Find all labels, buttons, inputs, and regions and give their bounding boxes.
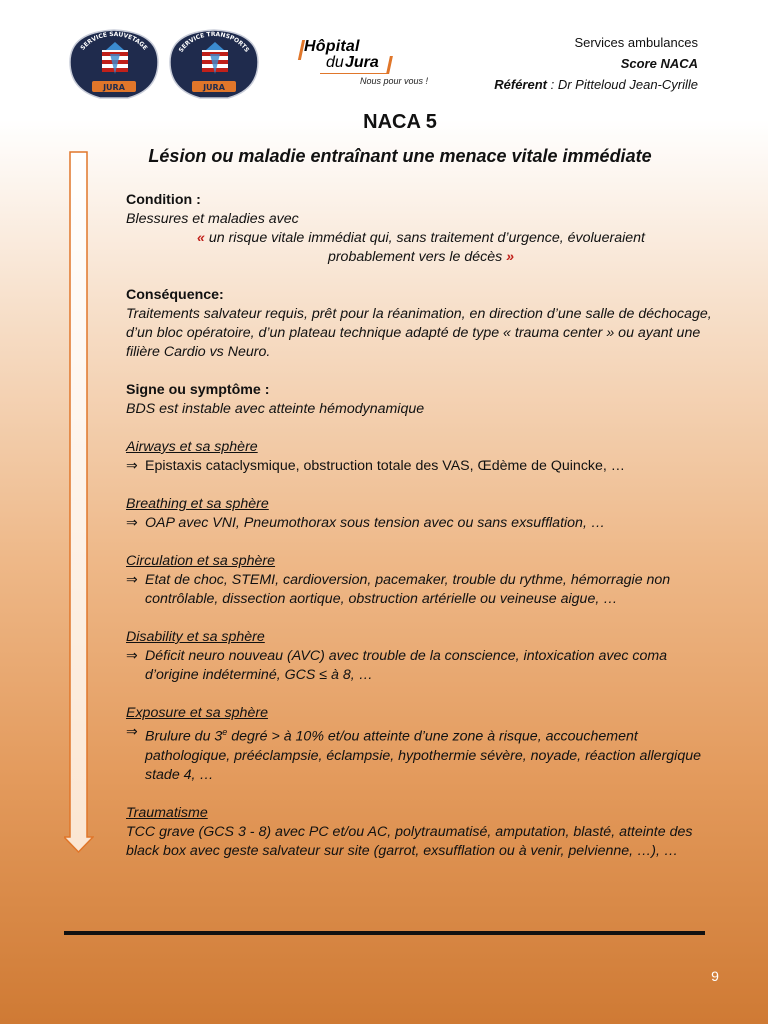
breathing-heading: Breathing et sa sphère: [126, 496, 269, 512]
implies-icon: ⇒: [126, 572, 138, 588]
exposure-section: [126, 704, 716, 785]
condition-section: [126, 191, 716, 267]
signe-heading: Signe ou symptôme :: [126, 382, 270, 398]
trauma-section: [126, 804, 716, 861]
disability-text: Déficit neuro nouveau (AVC) avec trouble de la conscience, intoxication avec coma d’origine indéterminé, GCS ≤ à 8, …: [145, 648, 668, 683]
logo-accent-bar: [386, 56, 393, 74]
implies-icon: ⇒: [126, 724, 138, 740]
header-referent-line: [494, 74, 698, 95]
header-service-line: Services ambulances: [574, 35, 698, 50]
implies-icon: ⇒: [126, 648, 138, 664]
exposure-heading: Exposure et sa sphère: [126, 705, 268, 721]
footer-divider: [64, 931, 705, 935]
referent-label: Référent: [494, 77, 547, 92]
trauma-text: TCC grave (GCS 3 - 8) avec PC et/ou AC, polytraumatisé, amputation, blasté, atteinte des black box avec geste salvateur sur site (garrot, exsufflation ou à venir, pelvienne, …), …: [126, 823, 693, 859]
implies-icon: ⇒: [126, 515, 138, 531]
disability-heading: Disability et sa sphère: [126, 629, 265, 645]
disability-section: [126, 628, 716, 685]
quote-open-mark: «: [197, 230, 205, 246]
exposure-text: [145, 723, 716, 785]
badge-bottom-text: JURA: [103, 83, 125, 92]
trauma-heading: Traumatisme: [126, 804, 208, 821]
logo-tagline: Nous pour vous !: [360, 76, 429, 86]
breathing-item: [126, 514, 716, 533]
badge-bottom-text: JURA: [203, 83, 225, 92]
quote-text: un risque vitale immédiat qui, sans traitement d’urgence, évolueraient: [204, 230, 645, 246]
signe-text: BDS est instable avec atteinte hémodynamique: [126, 401, 425, 417]
circulation-text: Etat de choc, STEMI, cardioversion, pacemaker, trouble du rythme, hémorragie non contrôlable, dissection aortique, obstruction artérielle ou veineuse aigue, …: [145, 572, 671, 607]
circulation-section: [126, 552, 716, 609]
service-sauvetage-badge: [66, 26, 162, 100]
hopital-du-jura-logo: [300, 38, 430, 90]
condition-quote: [126, 229, 716, 248]
condition-heading: Condition :: [126, 192, 201, 208]
exposure-text-a: Brulure du 3: [145, 728, 223, 745]
consequence-heading: Conséquence:: [126, 287, 224, 303]
condition-quote-cont: [126, 248, 716, 267]
airways-item: [126, 457, 716, 476]
badge-top-text: SERVICE TRANSPORTS: [177, 30, 251, 54]
page-title: NACA 5: [363, 111, 437, 133]
exposure-item: [126, 723, 716, 785]
logo-text-hopital: Hôpital: [304, 38, 360, 55]
logo-underline: [320, 73, 388, 74]
airways-text: Epistaxis cataclysmique, obstruction totale des VAS, Œdème de Quincke, …: [145, 458, 625, 474]
service-transports-badge: [166, 26, 262, 100]
exposure-text-b: degré > à 10% et/ou atteinte d’une zone à risque, accouchement pathologique, prééclampsie, éclampsie, hypothermie sévère, noyade, réaction allergique stade 4, …: [145, 728, 702, 783]
circulation-item: [126, 571, 716, 609]
header-info: [494, 32, 698, 95]
referent-value: : Dr Pitteloud Jean-Cyrille: [547, 77, 698, 92]
breathing-section: [126, 495, 716, 533]
down-arrow-icon: [64, 151, 94, 853]
page-header: [0, 0, 768, 110]
logo-text-jura: Jura: [345, 54, 379, 71]
badge-top-text: SERVICE SAUVETAGE: [79, 30, 149, 52]
condition-line: Blessures et maladies avec: [126, 211, 299, 227]
disability-item: [126, 647, 716, 685]
header-score-line: Score NACA: [620, 56, 698, 71]
consequence-section: [126, 286, 716, 362]
consequence-text: Traitements salvateur requis, prêt pour la réanimation, en direction d’une salle de déchocage, d’un bloc opératoire, d’un plateau technique adapté de type « trauma center » ou ayant une filière Cardio vs Neuro.: [126, 306, 712, 360]
airways-heading: Airways et sa sphère: [126, 439, 258, 455]
signe-section: [126, 381, 716, 419]
breathing-text: OAP avec VNI, Pneumothorax sous tension avec ou sans exsufflation, …: [145, 515, 606, 531]
logo-text-du: du: [326, 54, 344, 71]
exposure-superscript: e: [222, 727, 228, 737]
quote-text: probablement vers le décès: [327, 249, 507, 265]
naca-content: [126, 191, 716, 880]
circulation-heading: Circulation et sa sphère: [126, 553, 276, 569]
implies-icon: ⇒: [126, 458, 138, 474]
page-number: 9: [711, 968, 719, 984]
page-subtitle: Lésion ou maladie entraînant une menace vitale immédiate: [148, 146, 652, 166]
quote-close-mark: »: [506, 249, 515, 265]
airways-section: [126, 438, 716, 476]
